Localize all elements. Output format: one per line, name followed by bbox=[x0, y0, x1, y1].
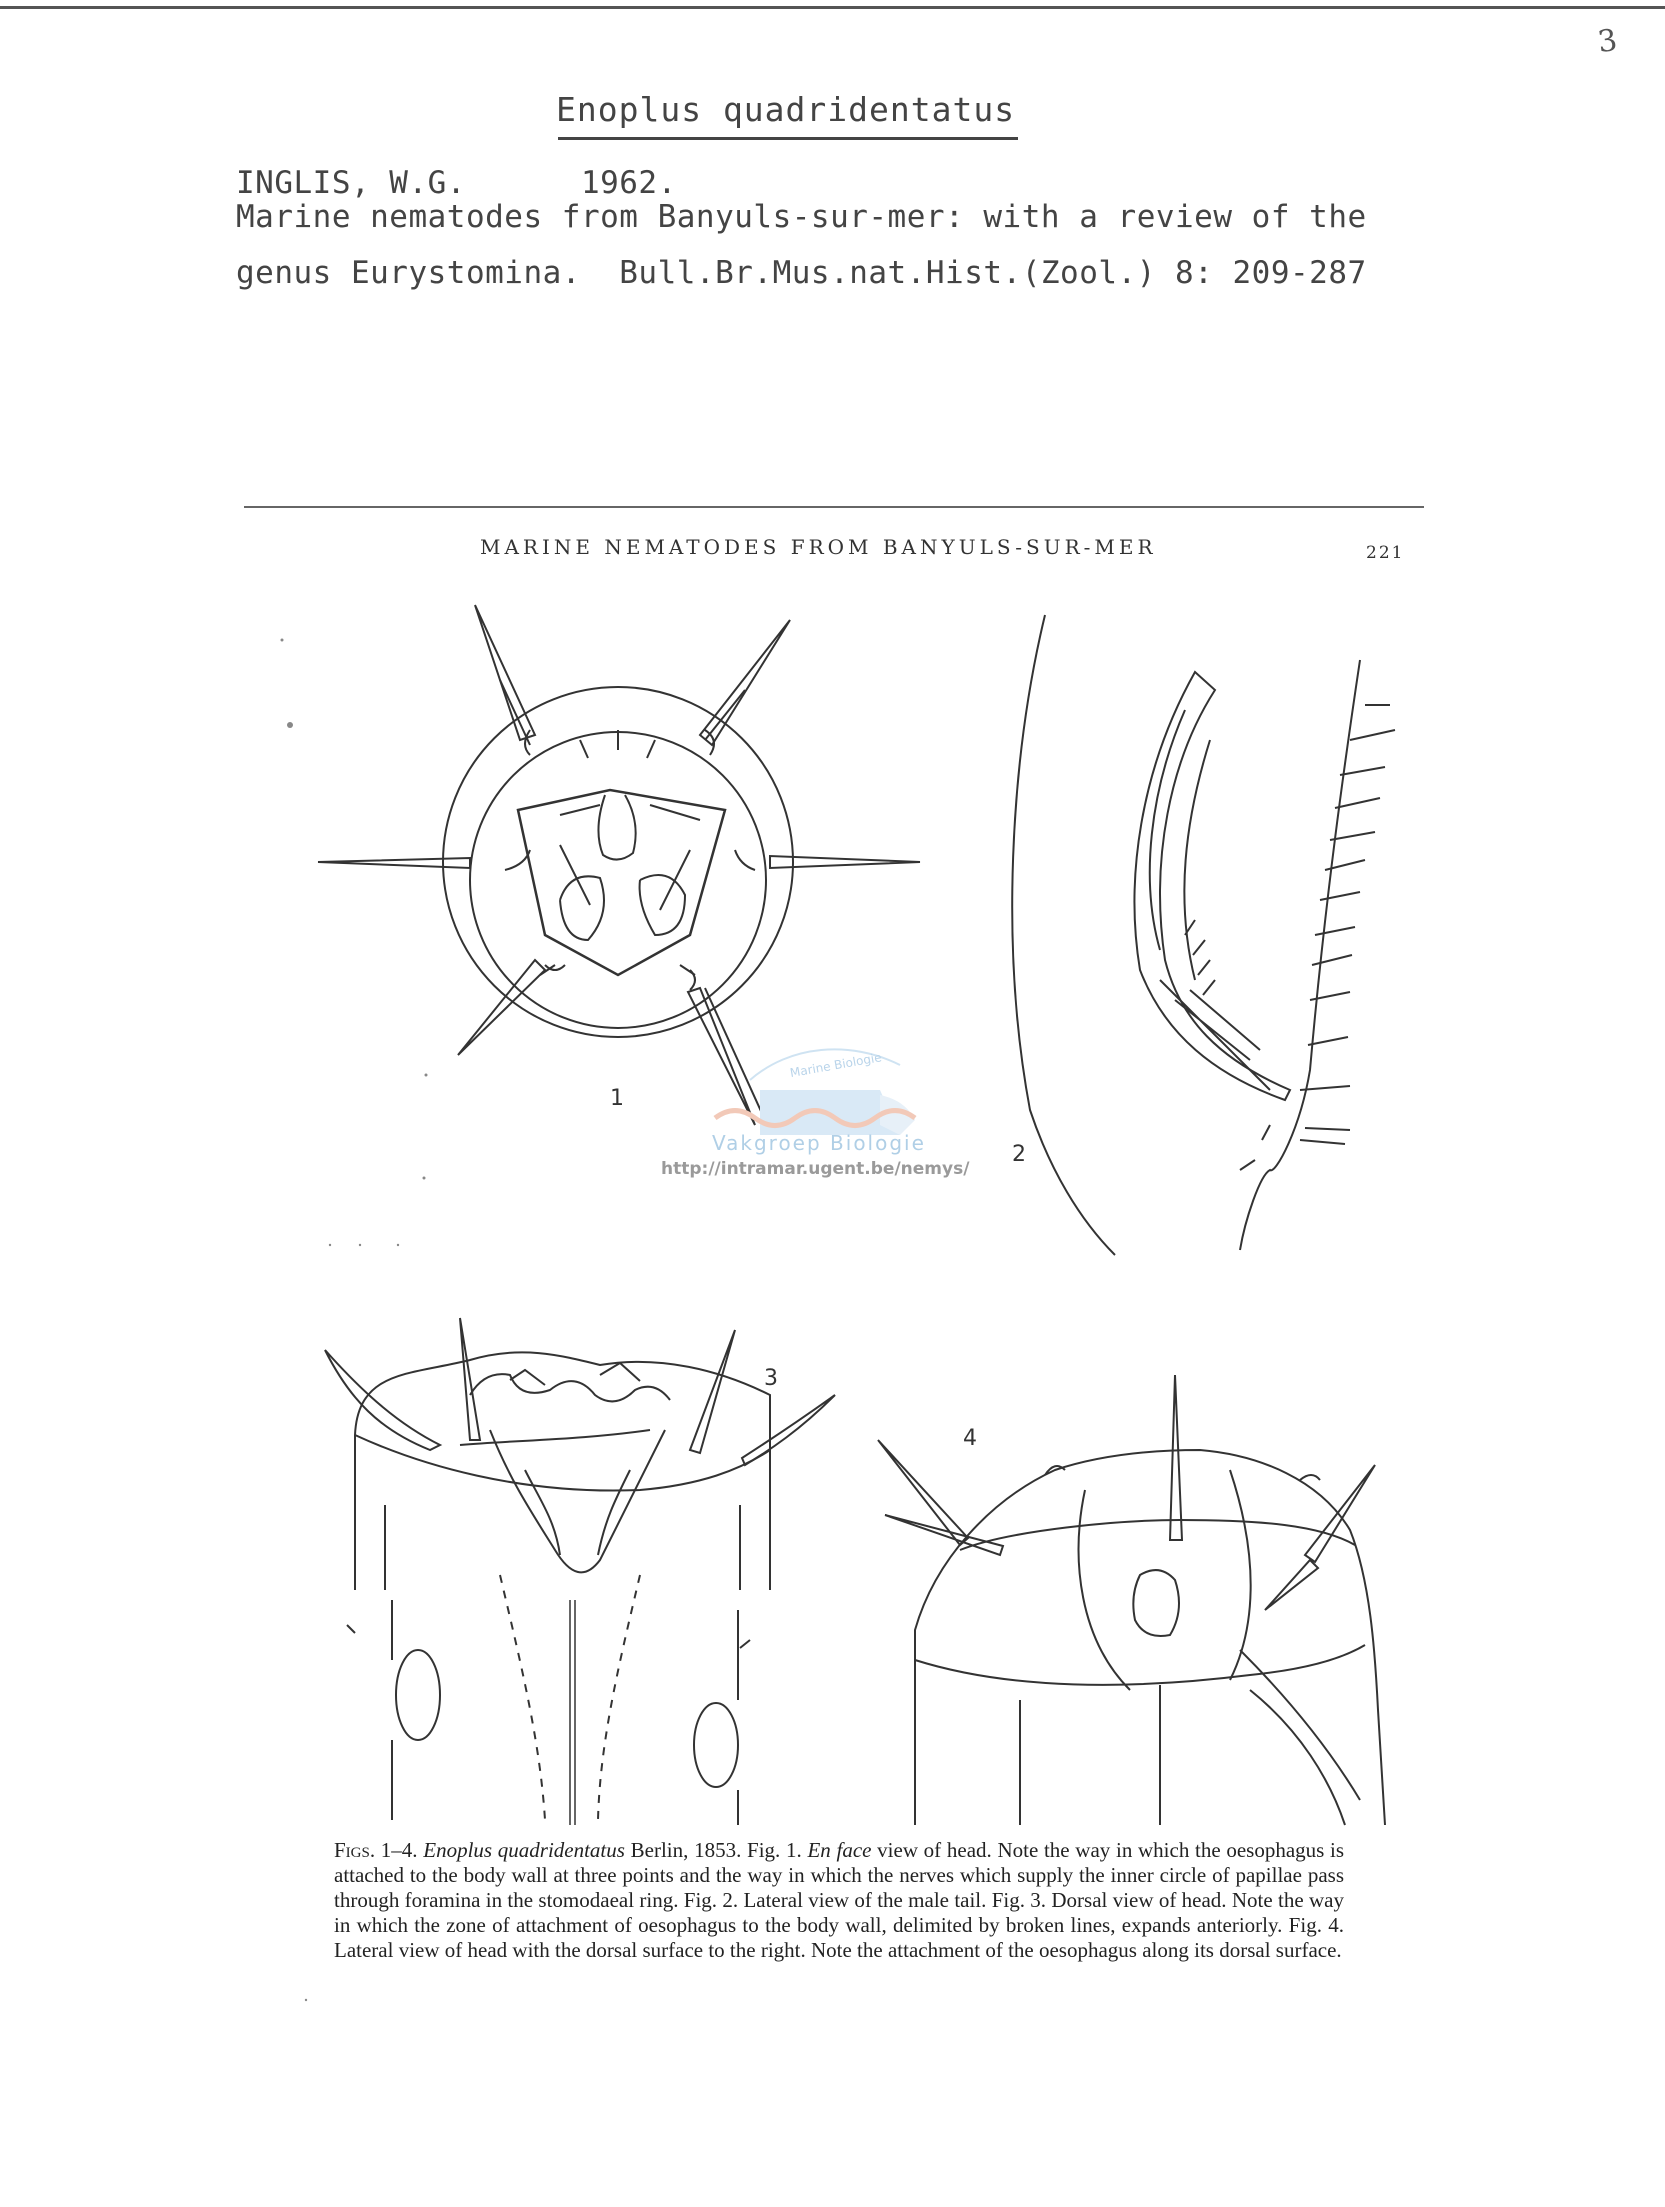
citation-line-2: Marine nematodes from Banyuls-sur-mer: with a review of the bbox=[236, 199, 1367, 235]
citation-line-1: INGLIS, W.G. 1962. bbox=[236, 165, 677, 201]
printed-page-number: 221 bbox=[1366, 543, 1405, 563]
fig4-label: 4 bbox=[963, 1426, 977, 1451]
caption-authority: Berlin, 1853. bbox=[630, 1838, 742, 1862]
citation-line-3: genus Eurystomina. Bull.Br.Mus.nat.Hist.(Zool.) 8: 209-287 bbox=[236, 255, 1367, 291]
fig2-label: 2 bbox=[1012, 1142, 1026, 1167]
caption-figs: Figs. 1–4. bbox=[334, 1838, 418, 1862]
caption-fig1-lead: Fig. 1. bbox=[747, 1838, 802, 1862]
watermark-arc-text: Marine Biologie bbox=[788, 1050, 883, 1081]
watermark-label: Vakgroep Biologie bbox=[712, 1131, 926, 1155]
caption-body: view of head. Note the way in which the oesophagus is attached to the body wall at three points and the way in which the nerves which supply the inner circle of papillae pass through foramina in the stomodaeal ring. Fig. 2. Lateral view of the male tail. Fig. 3. Dorsal view of head. Note the way in which the zone of attachment of oesophagus to the body wall, delimited by broken lines, expands anteriorly. Fig. 4. Lateral view of head with the dorsal surface to the right. Note the attachment of the oesophagus along its dorsal surface. bbox=[334, 1838, 1345, 1962]
caption-en-face: En face bbox=[807, 1838, 872, 1862]
watermark-url: http://intramar.ugent.be/nemys/ bbox=[661, 1159, 970, 1179]
caption-species: Enoplus quadridentatus bbox=[423, 1838, 625, 1862]
fig3-label: 3 bbox=[764, 1366, 778, 1391]
fig1-label: 1 bbox=[610, 1086, 624, 1111]
handwritten-page-number: 3 bbox=[1595, 22, 1620, 61]
typed-title: Enoplus quadridentatus bbox=[556, 90, 1016, 129]
running-head: MARINE NEMATODES FROM BANYULS-SUR-MER bbox=[480, 535, 1157, 559]
